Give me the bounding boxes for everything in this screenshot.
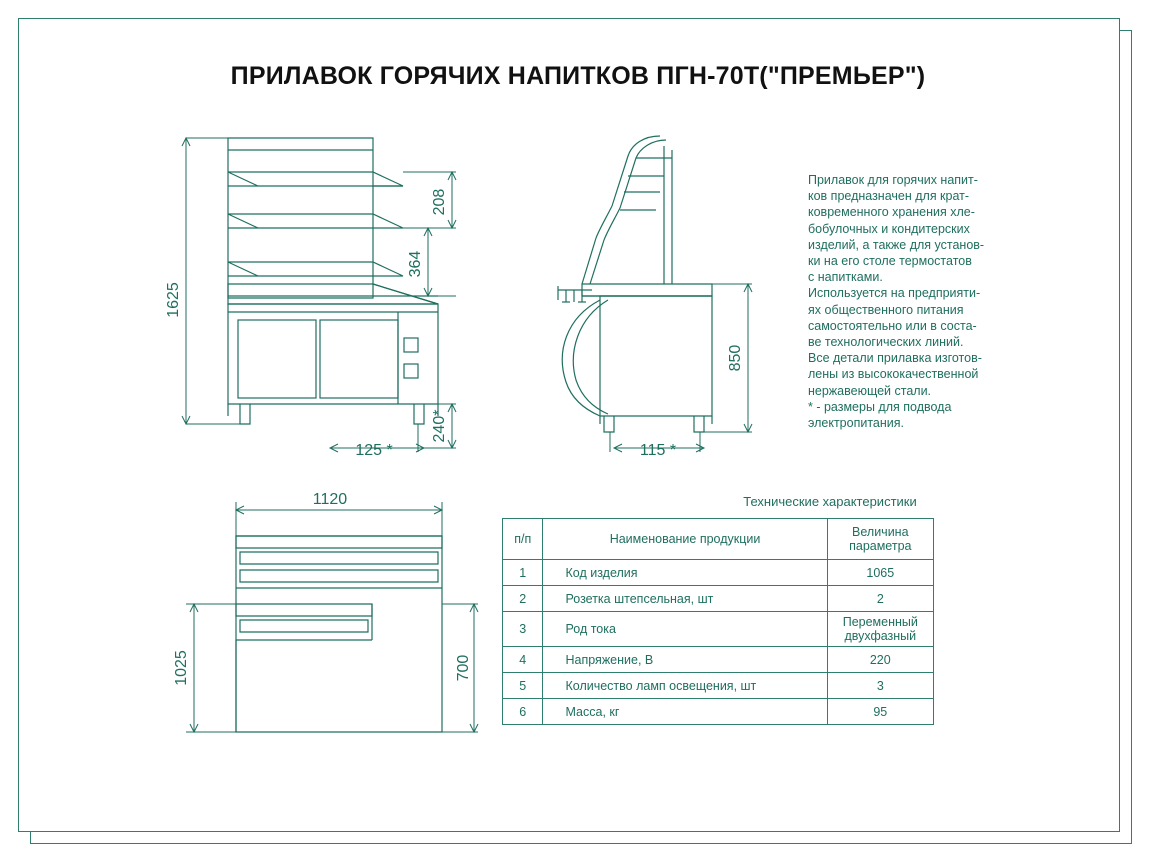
row-name: Розетка штепсельная, шт	[543, 586, 827, 612]
table-row	[503, 612, 934, 647]
header-value-line1: Величина	[852, 525, 909, 539]
header-index: п/п	[503, 519, 543, 560]
header-value-line2: параметра	[849, 539, 912, 553]
dim-plan-depth-inner: 700	[455, 654, 472, 682]
table-row	[503, 560, 934, 586]
row-value: 2	[827, 586, 933, 612]
desc-line: электропитания.	[808, 416, 905, 431]
desc-line: * - размеры для подвода	[808, 399, 952, 414]
table-row	[503, 673, 934, 699]
row-value	[827, 612, 933, 647]
desc-line: изделий, а также для установ-	[808, 237, 985, 252]
header-value	[827, 519, 933, 560]
dim-side-foot-offset: 115 *	[639, 442, 677, 459]
table-row	[503, 586, 934, 612]
row-name: Код изделия	[543, 560, 827, 586]
desc-line: нержавеющей стали.	[808, 383, 932, 398]
dim-front-shelf-lower: 364	[407, 250, 424, 278]
tech-characteristics-table	[502, 518, 934, 725]
page-title: ПРИЛАВОК ГОРЯЧИХ НАПИТКОВ ПГН-70Т("ПРЕМЬЕР")	[230, 62, 926, 90]
row-index: 2	[503, 586, 543, 612]
dim-side-work-height: 850	[727, 344, 744, 372]
table-header-row	[503, 519, 934, 560]
row-index: 5	[503, 673, 543, 699]
dim-front-base-offset: 240*	[431, 409, 448, 443]
description-block	[808, 172, 1036, 431]
row-name: Напряжение, В	[543, 647, 827, 673]
row-value: 1065	[827, 560, 933, 586]
row-name: Масса, кг	[543, 699, 827, 725]
row-index: 1	[503, 560, 543, 586]
row-value: 95	[827, 699, 933, 725]
row-value-line1: Переменный	[842, 615, 918, 629]
desc-line: самостоятельно или в соста-	[808, 318, 977, 333]
desc-line: бобулочных и кондитерских	[808, 221, 970, 236]
row-index: 6	[503, 699, 543, 725]
desc-line: ве технологических линий.	[808, 335, 964, 350]
desc-line: Используется на предприяти-	[808, 286, 981, 301]
desc-line: с напитками.	[808, 270, 883, 285]
desc-line: Прилавок для горячих напит-	[808, 173, 978, 187]
dim-front-foot-offset: 125 *	[355, 442, 393, 459]
desc-line: ковременного хранения хле-	[808, 205, 975, 220]
table-row	[503, 647, 934, 673]
desc-line: ях общественного питания	[808, 302, 964, 317]
row-value: 220	[827, 647, 933, 673]
table-row	[503, 699, 934, 725]
desc-line: Все детали прилавка изготов-	[808, 351, 982, 366]
desc-line: ков предназначен для крат-	[808, 189, 970, 204]
row-name: Род тока	[543, 612, 827, 647]
dim-plan-width: 1120	[312, 491, 348, 508]
dim-front-height-total: 1625	[165, 282, 182, 318]
desc-line: ки на его столе термостатов	[808, 254, 972, 269]
row-index: 3	[503, 612, 543, 647]
row-index: 4	[503, 647, 543, 673]
desc-line: лены из высококачественной	[808, 367, 979, 382]
row-value: 3	[827, 673, 933, 699]
row-name: Количество ламп освещения, шт	[543, 673, 827, 699]
tech-table-caption: Технические характеристики	[743, 494, 917, 509]
dim-front-shelf-upper: 208	[431, 188, 448, 216]
row-value-line2: двухфазный	[844, 629, 917, 643]
dim-plan-depth-total: 1025	[173, 650, 190, 686]
header-product-name: Наименование продукции	[543, 519, 827, 560]
